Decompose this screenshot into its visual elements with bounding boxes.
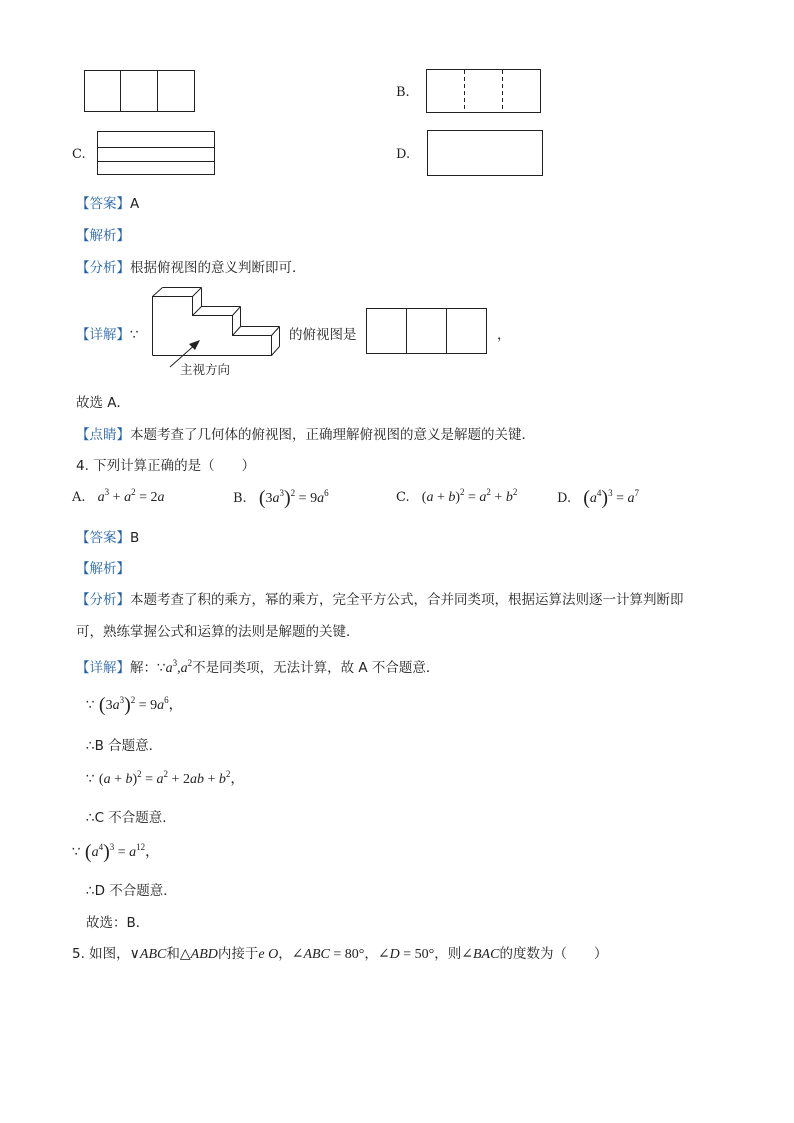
triangle-abd: △ABD: [179, 947, 218, 962]
step-c-formula: $(a + b)^2 = a^2 + 2ab + b^2$，: [98, 769, 245, 787]
fenxi-text: 根据俯视图的意义判断即可．: [130, 260, 306, 276]
xiangjie-tag: 【详解】: [76, 327, 130, 343]
q3-conclusion: 故选 A．: [76, 395, 131, 411]
q4-step-b: [86, 694, 183, 717]
q4-step-c: [86, 768, 244, 788]
opt-a-formula: $a^3 + a^2 = 2a$: [97, 487, 165, 505]
q4-option-d: [557, 487, 639, 510]
q4-xiangjie-line: [76, 656, 439, 677]
therefore-d: ∴D 不合题意．: [86, 883, 177, 899]
therefore-c: ∴C 不合题意．: [86, 810, 176, 826]
opt-c-formula: $(a + b)^2 = a^2 + b^2$: [421, 487, 518, 505]
xiangjie-tag: 【详解】: [76, 660, 130, 676]
q4-option-c: [396, 487, 517, 506]
angle-bac: ∠BAC: [461, 947, 500, 962]
answer-value: A: [130, 196, 140, 212]
step-d-formula: $(a^4)^3 = a^{12}$，: [84, 841, 160, 863]
direction-label: 主视方向: [180, 362, 231, 377]
q4-step-d: [72, 841, 159, 864]
answer-tag: 【答案】: [76, 530, 130, 546]
q5-stem: 5. 如图，∨ABC和△ABD内接于e O，∠ABC = 80°，∠D = 50°，则∠BAC的度数为（ ）: [72, 946, 608, 962]
answer-value: B: [130, 530, 140, 546]
option-d-label: D.: [396, 147, 411, 162]
q4-fenxi-line1: [76, 588, 684, 608]
q4-option-a: [72, 487, 164, 506]
step-a-text: 不是同类项，无法计算，故 A 不合题意．: [192, 660, 440, 676]
option-b-label: B.: [396, 85, 410, 100]
q3-dianjing-line: [76, 423, 535, 443]
a-terms: $a^3,a^2$: [165, 658, 193, 676]
comma: ，: [497, 327, 511, 343]
opt-label: B.: [233, 491, 247, 506]
q4-stem: 4. 下列计算正确的是（ ）: [76, 458, 256, 474]
option-c-label: C.: [72, 147, 86, 162]
q4-analysis-tag: 【解析】: [76, 561, 130, 577]
fenxi-tag: 【分析】: [76, 592, 130, 608]
therefore-b: ∴B 合题意．: [86, 738, 163, 754]
because-symbol: ∵: [130, 327, 139, 343]
q4-answer-line: [76, 526, 139, 546]
opt-label: A.: [72, 490, 86, 505]
sep-2: ，: [364, 946, 378, 962]
inscribed-text: 内接于: [217, 946, 259, 962]
opt-b-formula: $(3a^3)^2 = 9a^6$: [258, 487, 329, 509]
because-symbol: ∵: [86, 771, 95, 787]
q3-analysis-tag: 【解析】: [76, 228, 130, 244]
fenxi-text: 本题考查了积的乘方，幂的乘方，完全平方公式，合并同类项，根据运算法则逐一计算判断即: [130, 592, 684, 608]
solve-prefix: 解：∵: [130, 660, 166, 676]
q4-fenxi-line2: 可，熟练掌握公式和运算的法则是解题的关键．: [76, 624, 360, 640]
sep-1: ，: [278, 946, 292, 962]
view-text: 的俯视图是: [289, 327, 357, 343]
q5-number: 5. 如图，: [72, 946, 130, 962]
circle-o: e O: [258, 947, 279, 962]
q4-option-b: [233, 487, 329, 510]
angle-d: ∠D = 50°: [377, 947, 435, 962]
opt-label: C.: [396, 490, 410, 505]
dianjing-text: 本题考查了几何体的俯视图，正确理解俯视图的意义是解题的关键．: [130, 427, 535, 443]
q4-conclusion: 故选：B．: [86, 915, 150, 931]
because-symbol: ∵: [72, 844, 81, 860]
triangle-abc: ∨ABC: [129, 947, 167, 962]
opt-label: D.: [557, 491, 572, 506]
fenxi-tag: 【分析】: [76, 260, 130, 276]
top-view-figure: [0, 0, 794, 400]
answer-tag: 【答案】: [76, 196, 130, 212]
step-b-formula: $(3a^3)^2 = 9a^6$，: [98, 694, 183, 716]
then-text: ，则: [434, 946, 462, 962]
circle-symbol: e: [258, 947, 265, 962]
dianjing-tag: 【点睛】: [76, 427, 130, 443]
q5-tail: 的度数为（ ）: [499, 946, 608, 962]
angle-abc: ∠ABC = 80°: [291, 947, 365, 962]
opt-d-formula: $(a^4)^3 = a^7$: [583, 487, 639, 509]
because-symbol: ∵: [86, 697, 95, 713]
